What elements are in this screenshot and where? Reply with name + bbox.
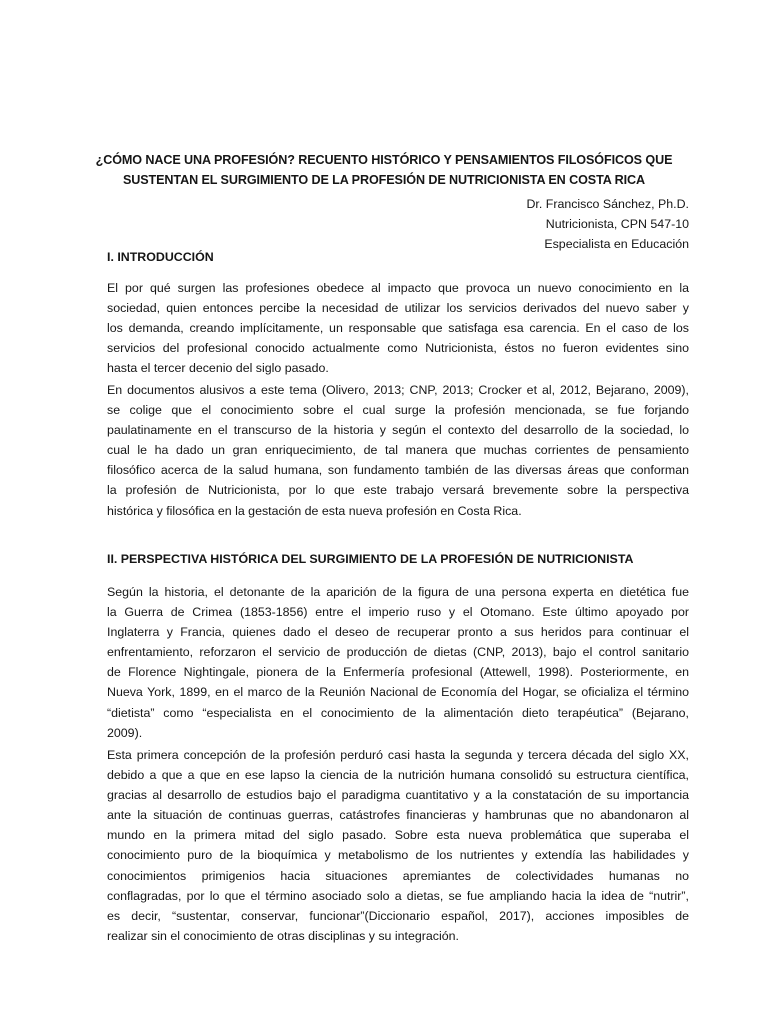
paragraph-line: es decir, “sustentar, conservar, funcionar”(Diccionario español, 2017), acciones imposibles de: [107, 908, 689, 923]
paragraph-line: 2009).: [107, 725, 143, 740]
author-credential: Nutricionista, CPN 547-10: [545, 217, 689, 231]
paragraph-line: de Florence Nightingale, pionera de la Enfermería profesional (Attewell, 1998). Posteriormente, en: [107, 665, 689, 680]
section-heading-perspectiva: II. PERSPECTIVA HISTÓRICA DEL SURGIMIENTO DE LA PROFESIÓN DE NUTRICIONISTA: [107, 552, 634, 566]
paragraph-line: sociedad, quien entonces percibe la necesidad de utilizar los servicios derivados del nuevo saber y: [107, 301, 689, 316]
paragraph-line: Inglaterra y Francia, quienes dado el deseo de recuperar pronto a sus heridos para continuar el: [107, 625, 689, 640]
paragraph-line: “dietista” como “especialista en el conocimiento de la alimentación dieto terapéutica” (Bejarano,: [107, 705, 689, 720]
paragraph-line: conocimientos primigenios hacia situaciones apremiantes de colectividades humanas no: [107, 868, 689, 883]
paragraph-line: la profesión de Nutricionista, por lo que este trabajo versará brevemente sobre la perspectiva: [107, 483, 689, 498]
paragraph-line: cual le ha dado un gran enriquecimiento, de tal manera que muchas corrientes de pensamiento: [107, 443, 689, 458]
paragraph-3: [107, 582, 689, 743]
section-heading-introduccion: I. INTRODUCCIÓN: [107, 250, 214, 264]
paragraph-line: El por qué surgen las profesiones obedece al impacto que provoca un nuevo conocimiento en la: [107, 281, 689, 295]
paragraph-2: [107, 380, 689, 521]
paragraph-line: ante la situación de continuas guerras, catástrofes financieras y hambrunas que no abandonaron al: [107, 808, 689, 823]
paragraph-line: hasta el tercer decenio del siglo pasado.: [107, 361, 329, 376]
paragraph-line: conflagradas, por lo que el término asociado solo a dietas, se fue ampliando hacia la idea de “nutrir”,: [107, 888, 689, 903]
paragraph-line: enfrentamiento, reforzaron el servicio de producción de dietas (CNP, 2013), bajo el control sanitario: [107, 645, 689, 660]
paragraph-line: filosófico acerca de la salud humana, son fundamento también de las diversas áreas que conforman: [107, 463, 689, 478]
paragraph-line: realizar sin el conocimiento de otras disciplinas y su integración.: [107, 928, 459, 943]
paragraph-line: Nueva York, 1899, en el marco de la Reunión Nacional de Economía del Hogar, se oficializa el término: [107, 685, 689, 700]
paragraph-line: debido a que a que en ese lapso la ciencia de la nutrición humana consolidó su estructura científica,: [107, 768, 689, 783]
paragraph-line: se colige que el conocimiento sobre el cual surge la profesión mencionada, se fue forjando: [107, 403, 689, 418]
paragraph-line: servicios del profesional conocido actualmente como Nutricionista, éstos no fueron evidentes sino: [107, 341, 689, 356]
paragraph-line: gracias al desarrollo de estudios bajo el paradigma cuantitativo y a la constatación de su importancia: [107, 788, 689, 803]
paragraph-line: Según la historia, el detonante de la aparición de la figura de una persona experta en dietética fue: [107, 585, 689, 599]
paragraph-1: [107, 278, 689, 378]
paragraph-line: histórica y filosófica en la gestación de esta nueva profesión en Costa Rica.: [107, 503, 522, 518]
paragraph-line: En documentos alusivos a este tema (Olivero, 2013; CNP, 2013; Crocker et al, 2012, Bejarano, 2009),: [107, 383, 689, 397]
title-line: SUSTENTAN EL SURGIMIENTO DE LA PROFESIÓN DE NUTRICIONISTA EN COSTA RICA: [122, 173, 646, 187]
author-block: [526, 194, 689, 254]
paragraph-line: los demanda, creando implícitamente, un responsable que satisfaga esa carencia. En el caso de los: [107, 321, 689, 336]
title-line: ¿CÓMO NACE UNA PROFESIÓN? RECUENTO HISTÓRICO Y PENSAMIENTOS FILOSÓFICOS QUE: [95, 153, 673, 167]
paragraph-4: [107, 745, 689, 946]
document-title: [90, 150, 678, 190]
paragraph-line: conocimiento puro de la bioquímica y metabolismo de los nutrientes y extendía las habilidades y: [107, 848, 689, 863]
paragraph-line: Esta primera concepción de la profesión perduró casi hasta la segunda y tercera década del siglo XX,: [107, 748, 689, 762]
author-specialty: Especialista en Educación: [544, 237, 689, 251]
author-name: Dr. Francisco Sánchez, Ph.D.: [526, 197, 689, 211]
paragraph-line: mundo en la primera mitad del siglo pasado. Sobre esta nueva problemática que superaba el: [107, 828, 689, 843]
paragraph-line: la Guerra de Crimea (1853-1856) entre el imperio ruso y el Otomano. Este último apoyado por: [107, 605, 689, 620]
paragraph-line: paulatinamente en el transcurso de la historia y según el contexto del desarrollo de la sociedad, lo: [107, 423, 689, 438]
